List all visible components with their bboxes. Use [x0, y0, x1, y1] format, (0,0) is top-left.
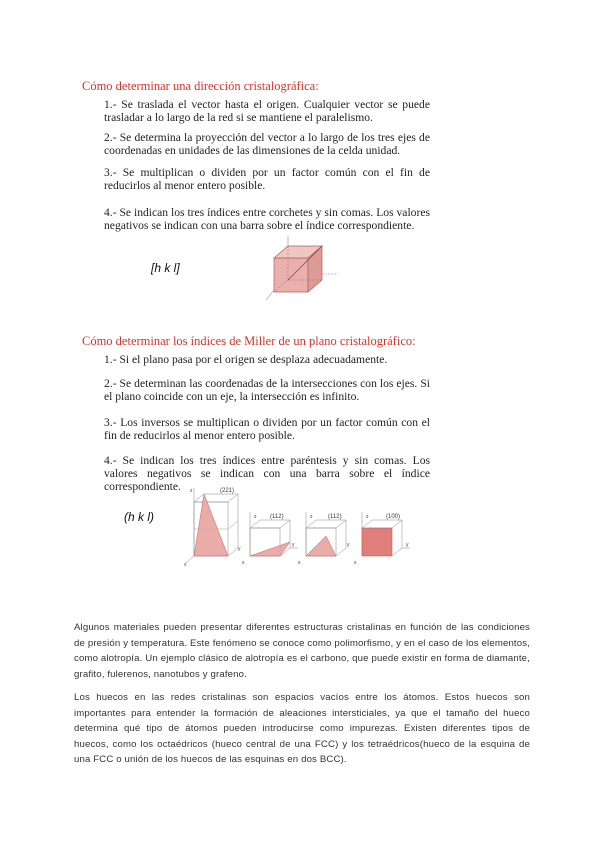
cube2-y-label: y: [292, 542, 295, 548]
cube3-z-label: z: [310, 514, 313, 520]
miller-step-3: 3.- Los inversos se multiplican o dividen por un factor común con el fin de reducirlos al menor entero posible.: [104, 416, 430, 442]
direction-step-3: 3.- Se multiplican o dividen por un factor común con el fin de reducirlos al menor entero posible.: [104, 166, 430, 192]
section1-title: Cómo determinar una dirección cristalográfica:: [82, 79, 319, 93]
direction-cube-figure: [258, 234, 348, 306]
plane-112b: [306, 536, 336, 556]
cube2-z-label: z: [254, 514, 257, 520]
plane-label-1: (221): [220, 488, 235, 494]
plane-cube-100: [354, 512, 410, 566]
miller-planes-figure: [180, 484, 420, 566]
miller-step-2: 2.- Se determinan las coordenadas de la intersecciones con los ejes. Si el plano coincide con un eje, la intersección es infinito.: [104, 377, 430, 403]
paragraph-2-text: Los huecos en las redes cristalinas son espacios vacíos entre los átomos. Estos huecos son importantes para entender la formación de aleaciones intersticiales, ya que el tamaño del hueco determina qué tipo de átomos pueden introducirse como impurezas. Existen diferentes tipos de huecos, como los octaédricos (hueco central de una FCC) y los tetraédricos(hueco de la esquina de una FCC o unión de los huecos de las esquinas en dos BCC).: [74, 692, 530, 765]
paragraph-1-text: Algunos materiales pueden presentar diferentes estructuras cristalinas en función de las condiciones de presión y temperatura. Este fenómeno se conoce como polimorfismo, y en el caso de los elementos, como alotropía. Un ejemplo clásico de alotropía es el carbono, que puede existir en forma de diamante, grafito, fulerenos, nanotubos y grafeno.: [74, 622, 530, 680]
direction-notation: [h k l]: [151, 261, 180, 275]
plane-label-4: (100): [386, 514, 401, 520]
paragraph-huecos: [74, 690, 530, 768]
plane-cube-112b: [298, 512, 350, 566]
cube4-z-label: z: [366, 514, 369, 520]
plane-label-3: (112): [328, 514, 342, 520]
section2-title: Cómo determinar los índices de Miller de un plano cristalográfico:: [82, 334, 416, 348]
plane-label-2: (112): [270, 514, 284, 520]
paragraph-polimorfismo: [74, 620, 530, 682]
cube-x-axis: [266, 290, 274, 300]
plane-cube-221: [184, 488, 241, 566]
plane-221: [194, 494, 228, 556]
cube1-z-label: z: [190, 488, 193, 494]
cube3-x-label: x: [298, 560, 301, 566]
cube1-y-label: y: [238, 546, 241, 552]
plane-100: [362, 528, 392, 556]
miller-notation: (h k l): [124, 510, 154, 524]
cube-front-face: [274, 258, 308, 292]
cube3-y-label: y: [347, 542, 350, 548]
miller-step-4: 4.- Se indican los tres índices entre paréntesis y sin comas. Los valores negativos se indican con una barra sobre el índice correspondiente.: [104, 454, 430, 493]
cube2-x-label: x: [242, 560, 245, 566]
direction-step-1: 1.- Se traslada el vector hasta el origen. Cualquier vector se puede trasladar a lo largo de la red si se mantiene el paralelismo.: [104, 98, 430, 124]
cube4-x-label: x: [354, 560, 357, 566]
direction-step-4: 4.- Se indican los tres índices entre corchetes y sin comas. Los valores negativos se indican con una barra sobre el índice correspondiente.: [104, 206, 430, 232]
plane-112a: [250, 542, 290, 556]
plane-cube-112a: [242, 512, 298, 566]
cube1-x-label: x: [184, 562, 187, 566]
miller-step-1: 1.- Si el plano pasa por el origen se desplaza adecuadamente.: [104, 353, 388, 366]
cube4-y-label: y: [406, 542, 409, 548]
direction-step-2: 2.- Se determina la proyección del vector a lo largo de los tres ejes de coordenadas en unidades de las dimensiones de la celda unidad.: [104, 131, 430, 157]
